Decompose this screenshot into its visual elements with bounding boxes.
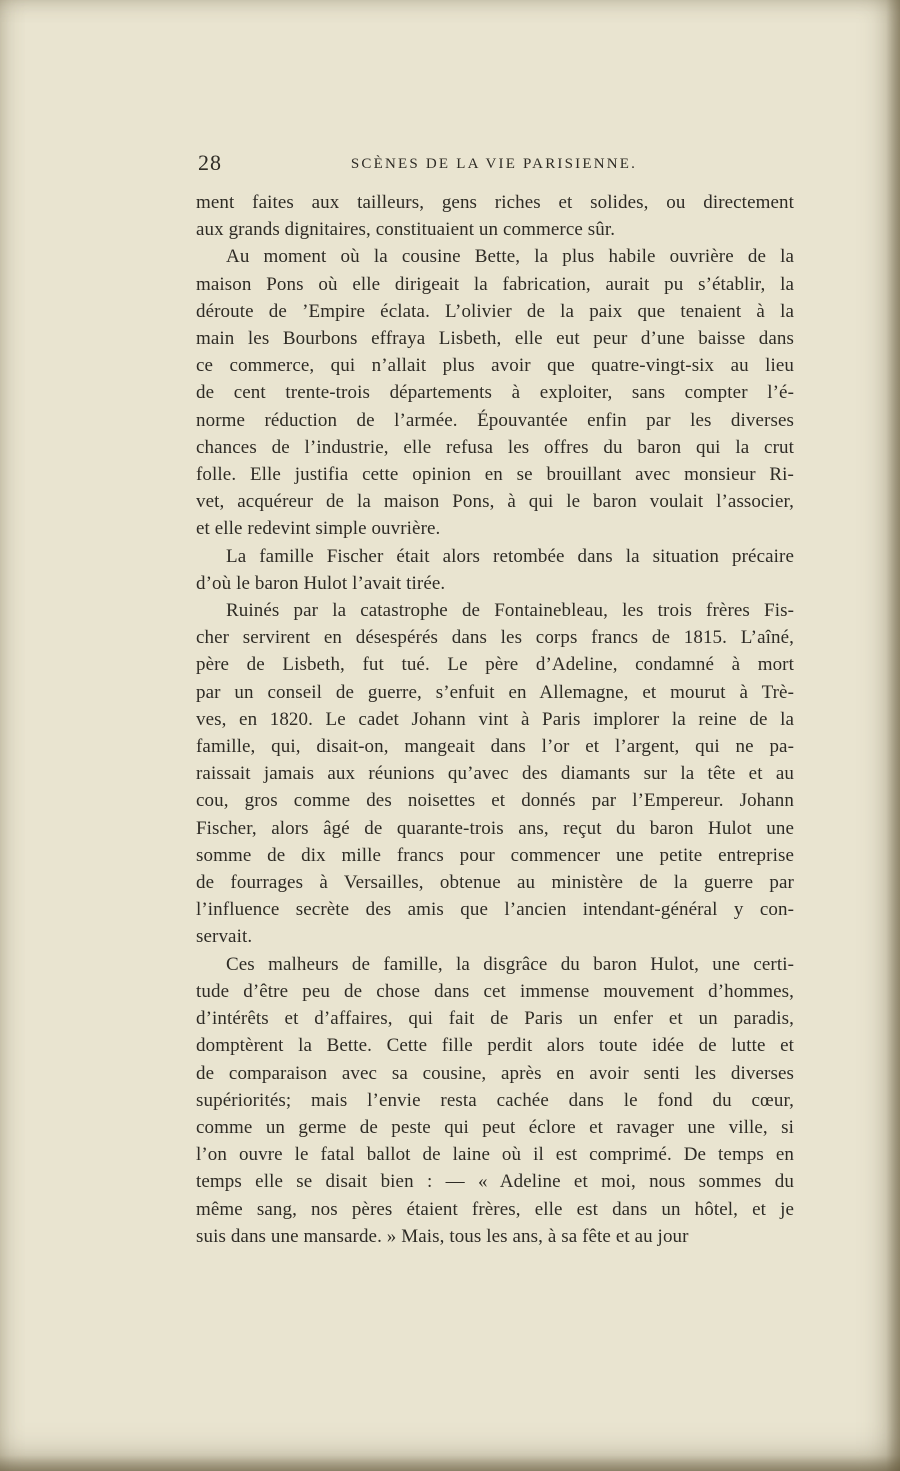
text-line: norme réduction de l’armée. Épouvantée enfin par les diverses	[196, 409, 794, 431]
paragraph	[196, 951, 794, 1250]
text-line: Au moment où la cousine Bette, la plus habile ouvrière de la	[226, 246, 794, 268]
paragraph	[196, 597, 794, 951]
text-line: ves, en 1820. Le cadet Johann vint à Paris implorer la reine de la	[196, 708, 794, 730]
text-line: d’où le baron Hulot l’avait tirée.	[196, 572, 446, 594]
paragraph	[196, 243, 794, 542]
text-line: La famille Fischer était alors retombée dans la situation précaire	[226, 545, 794, 567]
text-line: de fourrages à Versailles, obtenue au ministère de la guerre par	[196, 872, 794, 894]
text-line: de cent trente-trois départements à exploiter, sans compter l’é-	[196, 382, 794, 404]
text-line: maison Pons où elle dirigeait la fabrication, aurait pu s’établir, la	[196, 273, 794, 295]
paragraph	[196, 543, 794, 597]
text-line: Ces malheurs de famille, la disgrâce du baron Hulot, une certi-	[226, 953, 794, 975]
running-head	[196, 150, 792, 180]
page-number: 28	[198, 150, 222, 175]
text-line: déroute de ’Empire éclata. L’olivier de la paix que tenaient à la	[196, 300, 794, 322]
text-line: d’intérêts et d’affaires, qui fait de Paris un enfer et un paradis,	[196, 1008, 794, 1030]
text-line: temps elle se disait bien : — « Adeline et moi, nous sommes du	[196, 1171, 794, 1193]
text-line: ce commerce, qui n’allait plus avoir que quatre-vingt-six au lieu	[196, 355, 794, 377]
text-block	[196, 189, 794, 1250]
text-line: servait.	[196, 926, 253, 948]
text-line: Ruinés par la catastrophe de Fontainebleau, les trois frères Fis-	[226, 600, 794, 622]
text-line: supériorités; mais l’envie resta cachée dans le fond du cœur,	[196, 1089, 794, 1111]
text-line: comme un germe de peste qui peut éclore et ravager une ville, si	[196, 1116, 794, 1138]
text-line: tude d’être peu de chose dans cet immense mouvement d’hommes,	[196, 980, 794, 1002]
text-line: aux grands dignitaires, constituaient un commerce sûr.	[196, 219, 616, 241]
text-line: l’influence secrète des amis que l’ancien intendant-général y con-	[196, 899, 794, 921]
text-line: main les Bourbons effraya Lisbeth, elle eut peur d’une baisse dans	[196, 328, 794, 350]
text-line: raissait jamais aux réunions qu’avec des diamants sur la tête et au	[196, 763, 794, 785]
text-line: vet, acquéreur de la maison Pons, à qui le baron voulait l’associer,	[196, 491, 794, 513]
text-line: cou, gros comme des noisettes et donnés par l’Empereur. Johann	[196, 790, 794, 812]
text-line: par un conseil de guerre, s’enfuit en Allemagne, et mourut à Trè-	[196, 681, 794, 703]
text-line: et elle redevint simple ouvrière.	[196, 518, 441, 540]
text-line: ment faites aux tailleurs, gens riches et solides, ou directement	[196, 192, 794, 213]
paragraph	[196, 189, 794, 243]
text-line: famille, qui, disait-on, mangeait dans l’or et l’argent, qui ne pa-	[196, 736, 794, 758]
running-header-title: SCÈNES DE LA VIE PARISIENNE.	[350, 156, 638, 172]
text-line: suis dans une mansarde. » Mais, tous les ans, à sa fête et au jour	[196, 1225, 689, 1247]
text-line: somme de dix mille francs pour commencer une petite entreprise	[196, 844, 794, 866]
text-line: domptèrent la Bette. Cette fille perdit alors toute idée de lutte et	[196, 1035, 794, 1057]
page-edge-bottom	[0, 1455, 900, 1471]
text-line: père de Lisbeth, fut tué. Le père d’Adeline, condamné à mort	[196, 654, 794, 676]
text-line: de comparaison avec sa cousine, après en avoir senti les diverses	[196, 1062, 794, 1084]
text-line: l’on ouvre le fatal ballot de laine où il est comprimé. De temps en	[196, 1144, 794, 1166]
page-edge-right	[886, 0, 900, 1471]
text-line: même sang, nos pères étaient frères, elle est dans un hôtel, et je	[196, 1198, 794, 1220]
text-line: cher servirent en désespérés dans les corps francs de 1815. L’aîné,	[196, 627, 794, 649]
text-line: Fischer, alors âgé de quarante-trois ans, reçut du baron Hulot une	[196, 817, 794, 839]
text-line: folle. Elle justifia cette opinion en se brouillant avec monsieur Ri-	[196, 464, 794, 486]
text-line: chances de l’industrie, elle refusa les offres du baron qui la crut	[196, 436, 794, 458]
